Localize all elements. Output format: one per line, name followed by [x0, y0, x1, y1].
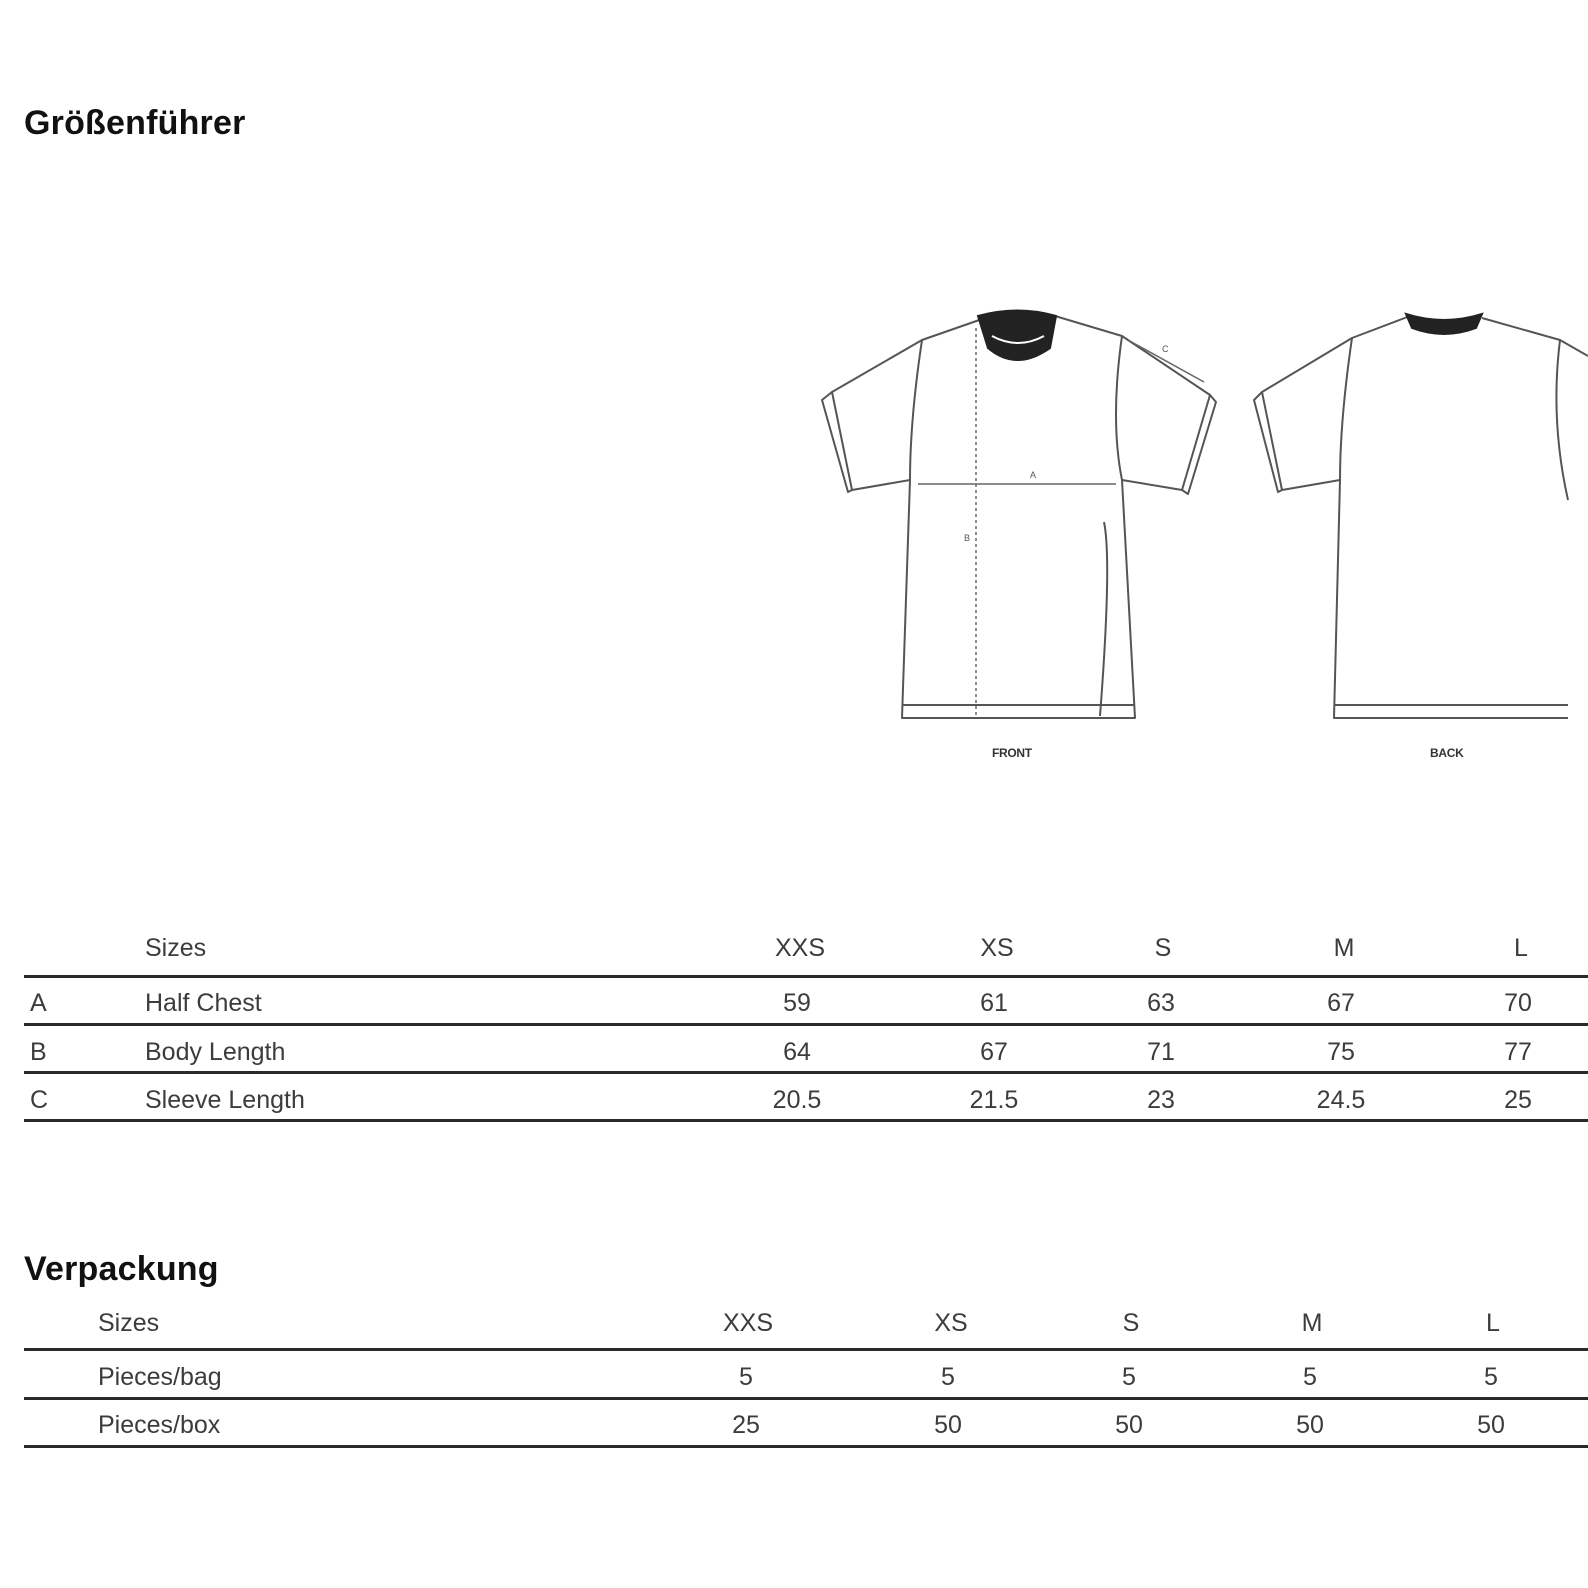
- size-header-m: M: [1333, 934, 1355, 962]
- packaging-header-label: Sizes: [98, 1309, 160, 1337]
- table-rule: [24, 1071, 1588, 1074]
- row-label: Pieces/box: [98, 1411, 221, 1439]
- packaging-header-xxs: XXS: [722, 1309, 774, 1337]
- size-table-header: [0, 934, 1588, 976]
- row-value: 63: [1147, 989, 1175, 1017]
- row-value: 20.5: [772, 1086, 822, 1114]
- row-label: Body Length: [145, 1038, 286, 1066]
- table-rule: [24, 1445, 1588, 1448]
- back-right-edge: [1482, 318, 1588, 356]
- row-value: 77: [1504, 1038, 1532, 1066]
- front-pocket-seam: [1100, 522, 1107, 716]
- row-value: 50: [934, 1411, 962, 1439]
- row-value: 64: [783, 1038, 811, 1066]
- size-header-xxs: XXS: [774, 934, 826, 962]
- row-value: 21.5: [969, 1086, 1019, 1114]
- row-code: B: [30, 1038, 47, 1066]
- back-right-armhole: [1556, 340, 1568, 500]
- row-value: 71: [1147, 1038, 1175, 1066]
- row-value: 50: [1296, 1411, 1324, 1439]
- size-header-s: S: [1154, 934, 1172, 962]
- row-value: 5: [941, 1363, 955, 1391]
- back-left-armhole: [1340, 338, 1352, 480]
- row-value: 67: [1327, 989, 1355, 1017]
- front-collar: [978, 311, 1056, 361]
- table-rule: [24, 1023, 1588, 1026]
- back-label: BACK: [1430, 746, 1464, 760]
- row-value: 5: [1303, 1363, 1317, 1391]
- row-value: 50: [1115, 1411, 1143, 1439]
- row-value: 70: [1504, 989, 1532, 1017]
- packaging-header-s: S: [1122, 1309, 1140, 1337]
- front-right-armhole: [1116, 336, 1122, 480]
- page-title: Größenführer: [24, 104, 246, 142]
- back-collar: [1406, 314, 1482, 334]
- front-right-sleeve-cuff: [1182, 395, 1216, 494]
- size-header-l: L: [1514, 934, 1528, 962]
- measure-label-b: B: [964, 533, 971, 543]
- front-left-sleeve-cuff: [822, 392, 852, 492]
- front-label: FRONT: [992, 746, 1032, 760]
- size-header-xs: XS: [980, 934, 1014, 962]
- row-label: Half Chest: [145, 989, 262, 1017]
- row-code: C: [30, 1086, 49, 1114]
- packaging-header-m: M: [1301, 1309, 1323, 1337]
- back-shirt-outline: [1262, 316, 1568, 718]
- row-value: 50: [1477, 1411, 1505, 1439]
- table-rule: [24, 1397, 1588, 1400]
- row-value: 24.5: [1316, 1086, 1366, 1114]
- row-value: 61: [980, 989, 1008, 1017]
- row-code: A: [30, 989, 47, 1017]
- packaging-header-xs: XS: [934, 1309, 968, 1337]
- row-value: 5: [1122, 1363, 1136, 1391]
- row-value: 5: [739, 1363, 753, 1391]
- row-value: 59: [783, 989, 811, 1017]
- measure-label-c: C: [1162, 344, 1169, 354]
- back-left-sleeve-cuff: [1254, 392, 1282, 492]
- packaging-header-l: L: [1486, 1309, 1500, 1337]
- table-rule: [24, 1348, 1588, 1351]
- measure-label-a: A: [1030, 470, 1037, 480]
- packaging-title: Verpackung: [24, 1250, 219, 1288]
- row-value: 67: [980, 1038, 1008, 1066]
- row-value: 25: [1504, 1086, 1532, 1114]
- row-value: 75: [1327, 1038, 1355, 1066]
- table-rule: [24, 975, 1588, 978]
- row-value: 5: [1484, 1363, 1498, 1391]
- row-value: 25: [732, 1411, 760, 1439]
- row-value: 23: [1147, 1086, 1175, 1114]
- row-label: Pieces/bag: [98, 1363, 222, 1391]
- size-header-label: Sizes: [145, 934, 207, 962]
- row-label: Sleeve Length: [145, 1086, 305, 1114]
- table-rule: [24, 1119, 1588, 1122]
- front-shirt-outline: [832, 316, 1210, 718]
- front-left-armhole: [910, 340, 922, 480]
